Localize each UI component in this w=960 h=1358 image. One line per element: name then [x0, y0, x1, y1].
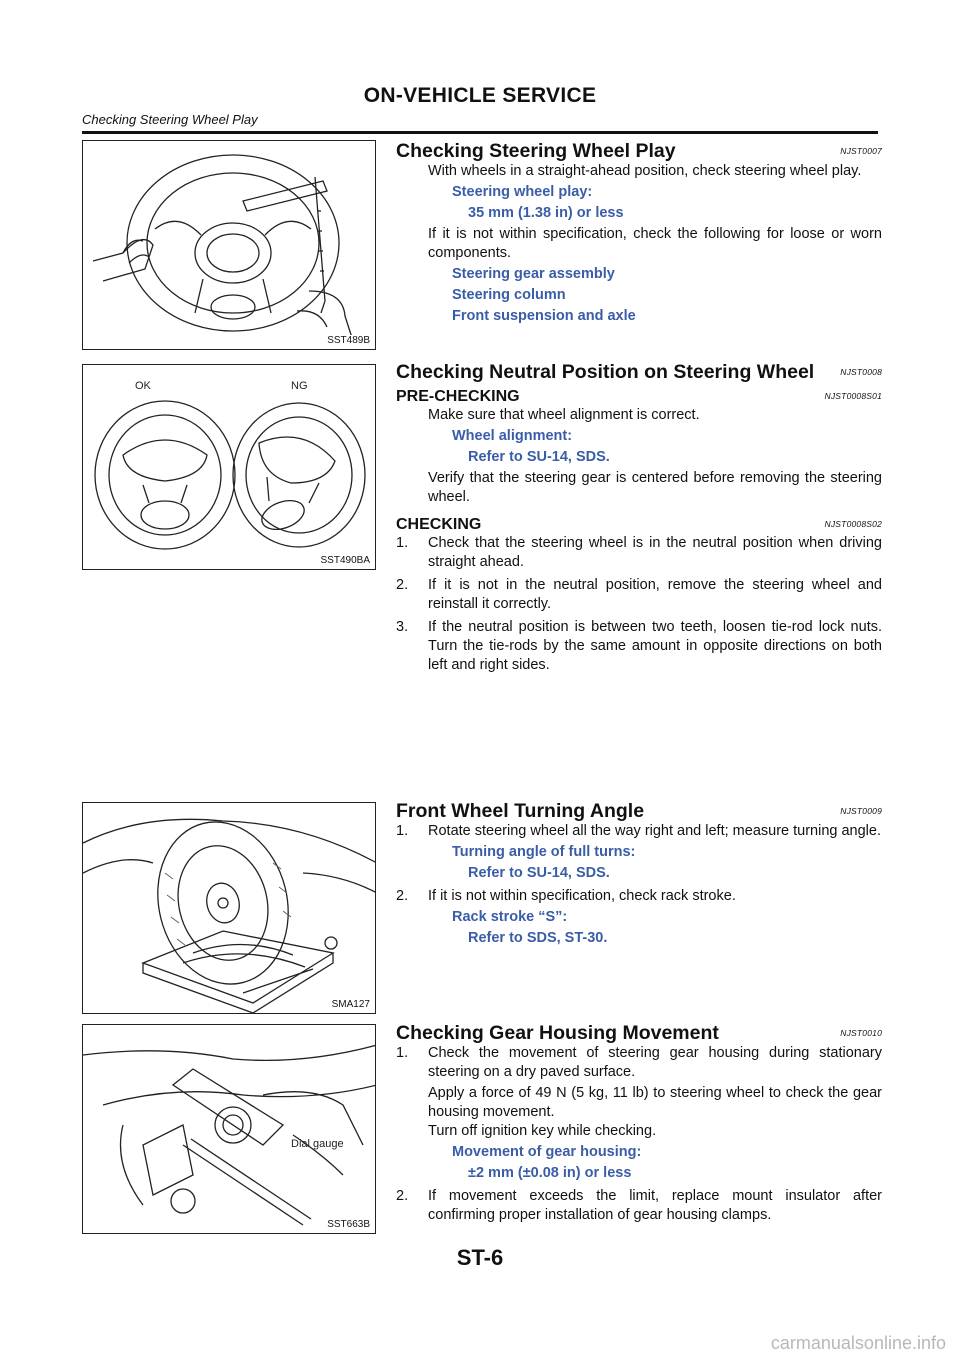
- spec-value: 35 mm (1.38 in) or less: [468, 205, 624, 221]
- figure-neutral-position: [82, 364, 376, 570]
- header-rule: [82, 131, 878, 134]
- steering-wheel-play-illustration: [83, 141, 376, 350]
- turning-angle-illustration: [83, 803, 376, 1014]
- label-dial-gauge: Dial gauge: [291, 1138, 344, 1150]
- spec-label: Movement of gear housing:: [452, 1144, 642, 1160]
- section-turning-angle: [396, 800, 882, 948]
- step-item: 1. Rotate steering wheel all the way right and left; measure turning angle.: [396, 823, 881, 839]
- figure-code: SST663B: [327, 1219, 370, 1230]
- section-title: Checking Gear Housing Movement NJST0010: [396, 1022, 882, 1044]
- page-number: ST-6: [456, 1245, 504, 1270]
- section-ref: NJST0008: [840, 367, 882, 377]
- step-item: 2. If it is not in the neutral position, remove the steering wheel and reinstall it correctly.: [396, 577, 882, 612]
- spec-label: Steering wheel play:: [452, 184, 593, 200]
- figure-code: SST489B: [327, 335, 370, 346]
- subsection-title: PRE-CHECKING NJST0008S01: [396, 388, 882, 405]
- section-neutral-position: [396, 361, 882, 675]
- label-ng: NG: [291, 380, 308, 392]
- section-gear-housing: [396, 1022, 882, 1225]
- section-ref: NJST0009: [840, 806, 882, 816]
- section-ref: NJST0010: [840, 1028, 882, 1038]
- list-item: Steering gear assembly: [452, 266, 615, 282]
- figure-code: SMA127: [331, 999, 370, 1010]
- figure-turning-angle: [82, 802, 376, 1014]
- list-item: Steering column: [452, 287, 566, 303]
- subsection-ref: NJST0008S01: [824, 391, 882, 401]
- list-item: Front suspension and axle: [452, 308, 636, 324]
- paragraph: Make sure that wheel alignment is correct.: [428, 407, 700, 423]
- page-header: [82, 84, 878, 134]
- subsection-ref: NJST0008S02: [824, 519, 882, 529]
- spec-value: ±2 mm (±0.08 in) or less: [468, 1165, 632, 1181]
- paragraph: With wheels in a straight-ahead position, check steering wheel play.: [428, 163, 862, 179]
- spec-value: Refer to SU-14, SDS.: [468, 865, 610, 881]
- spec-value: Refer to SU-14, SDS.: [468, 449, 610, 465]
- page-subtitle: Checking Steering Wheel Play: [82, 112, 258, 127]
- neutral-position-illustration: [83, 365, 376, 570]
- watermark: carmanualsonline.info: [770, 1333, 946, 1353]
- section-steering-wheel-play: [396, 140, 882, 326]
- section-ref: NJST0007: [840, 146, 882, 156]
- figure-gear-housing: [82, 1024, 376, 1234]
- paragraph: Turn off ignition key while checking.: [428, 1123, 657, 1139]
- step-item: 3. If the neutral position is between two teeth, loosen tie-rod lock nuts. Turn the tie-rods by the same amount in opposite directions on both left and right sides.: [396, 619, 882, 673]
- spec-label: Turning angle of full turns:: [452, 844, 636, 860]
- gear-housing-illustration: [83, 1025, 376, 1234]
- step-item: 2. If movement exceeds the limit, replace mount insulator after confirming proper installation of gear housing clamps.: [396, 1188, 882, 1223]
- spec-label: Rack stroke “S”:: [452, 909, 568, 925]
- step-item: 2. If it is not within specification, check rack stroke.: [396, 888, 736, 904]
- figure-steering-wheel-play: [82, 140, 376, 350]
- paragraph: Verify that the steering gear is centered before removing the steering wheel.: [428, 470, 882, 505]
- paragraph: Apply a force of 49 N (5 kg, 11 lb) to steering wheel to check the gear housing movement.: [428, 1085, 882, 1120]
- subsection-title: CHECKING NJST0008S02: [396, 516, 882, 533]
- paragraph: If it is not within specification, check the following for loose or worn components.: [428, 226, 882, 261]
- figure-code: SST490BA: [320, 555, 370, 566]
- label-ok: OK: [135, 380, 151, 392]
- step-item: 1. Check the movement of steering gear housing during stationary steering on a dry paved surface.: [396, 1045, 882, 1080]
- section-title: Checking Neutral Position on Steering Wheel NJST0008: [396, 361, 882, 383]
- section-title: Front Wheel Turning Angle NJST0009: [396, 800, 882, 822]
- page-title: ON-VEHICLE SERVICE: [363, 84, 597, 107]
- spec-value: Refer to SDS, ST-30.: [468, 930, 608, 946]
- spec-label: Wheel alignment:: [452, 428, 573, 444]
- step-item: 1. Check that the steering wheel is in the neutral position when driving straight ahead.: [396, 535, 882, 570]
- section-title: Checking Steering Wheel Play NJST0007: [396, 140, 882, 162]
